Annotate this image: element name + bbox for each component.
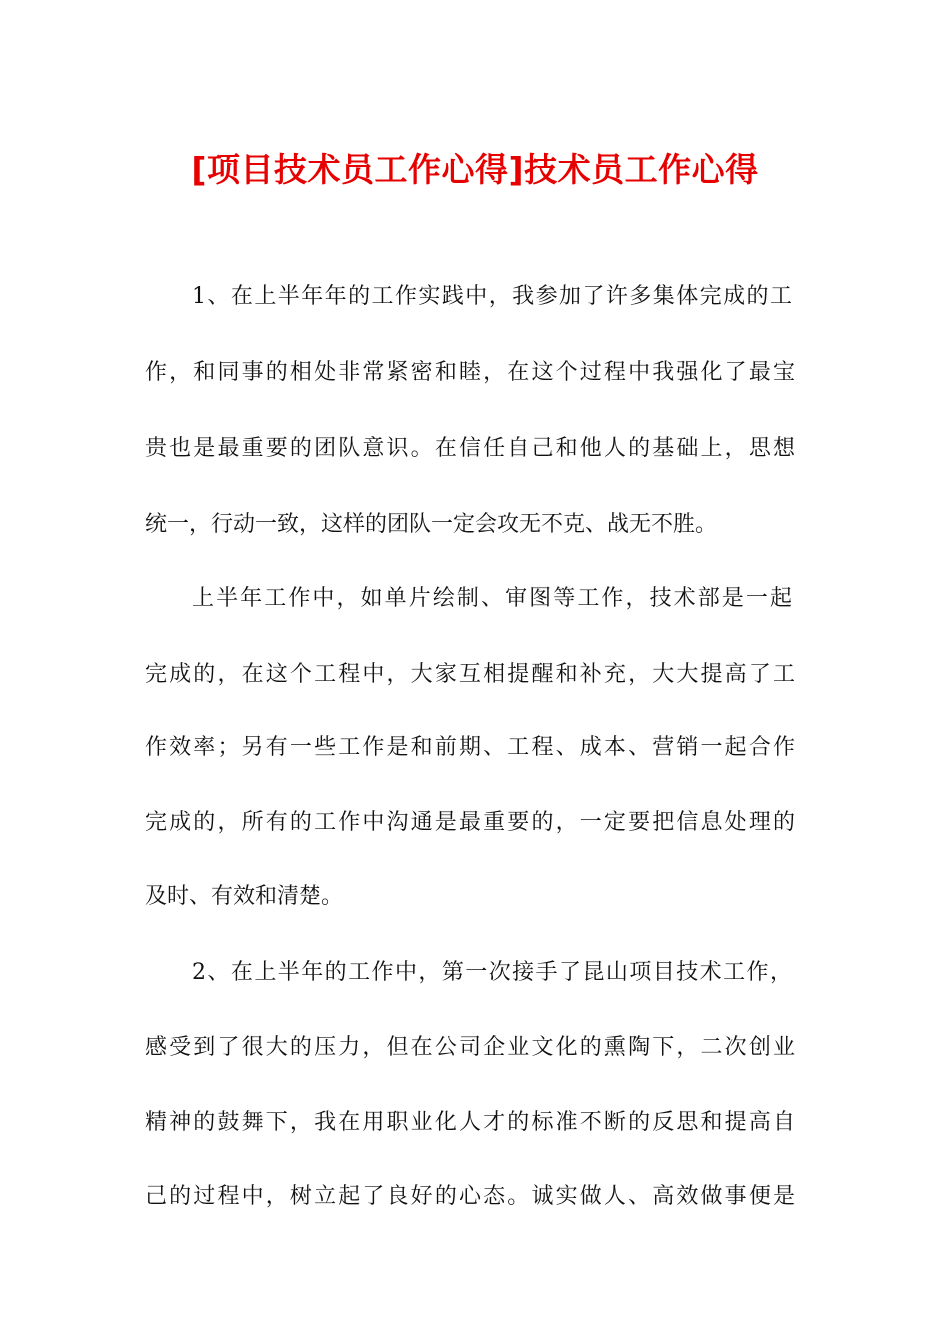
paragraph-2-line-2: 完成的，在这个工程中，大家互相提醒和补充，大大提高了工 [145,662,795,687]
paragraph-2-line-5: 及时、有效和清楚。 [145,884,344,909]
paragraph-3-line-2: 感受到了很大的压力，但在公司企业文化的熏陶下，二次创业 [145,1035,795,1060]
paragraph-2-line-1: 上半年工作中，如单片绘制、审图等工作，技术部是一起 [192,586,792,611]
paragraph-2-line-3: 作效率；另有一些工作是和前期、工程、成本、营销一起合作 [145,735,795,760]
paragraph-1-line-3: 贵也是最重要的团队意识。在信任自己和他人的基础上，思想 [145,436,795,461]
paragraph-1-line-4: 统一，行动一致，这样的团队一定会攻无不克、战无不胜。 [145,512,718,537]
paragraph-2-line-4: 完成的，所有的工作中沟通是最重要的，一定要把信息处理的 [145,810,795,835]
paragraph-1-line-1: 1、在上半年年的工作实践中，我参加了许多集体完成的工 [192,284,792,309]
paragraph-3-line-4: 己的过程中，树立起了良好的心态。诚实做人、高效做事便是 [145,1184,795,1209]
paragraph-3-line-3: 精神的鼓舞下，我在用职业化人才的标准不断的反思和提高自 [145,1110,795,1135]
paragraph-3-line-1: 2、在上半年的工作中，第一次接手了昆山项目技术工作， [192,960,792,985]
document-title: [项目技术员工作心得]技术员工作心得 [191,150,759,189]
paragraph-1-line-2: 作，和同事的相处非常紧密和睦，在这个过程中我强化了最宝 [145,360,795,385]
